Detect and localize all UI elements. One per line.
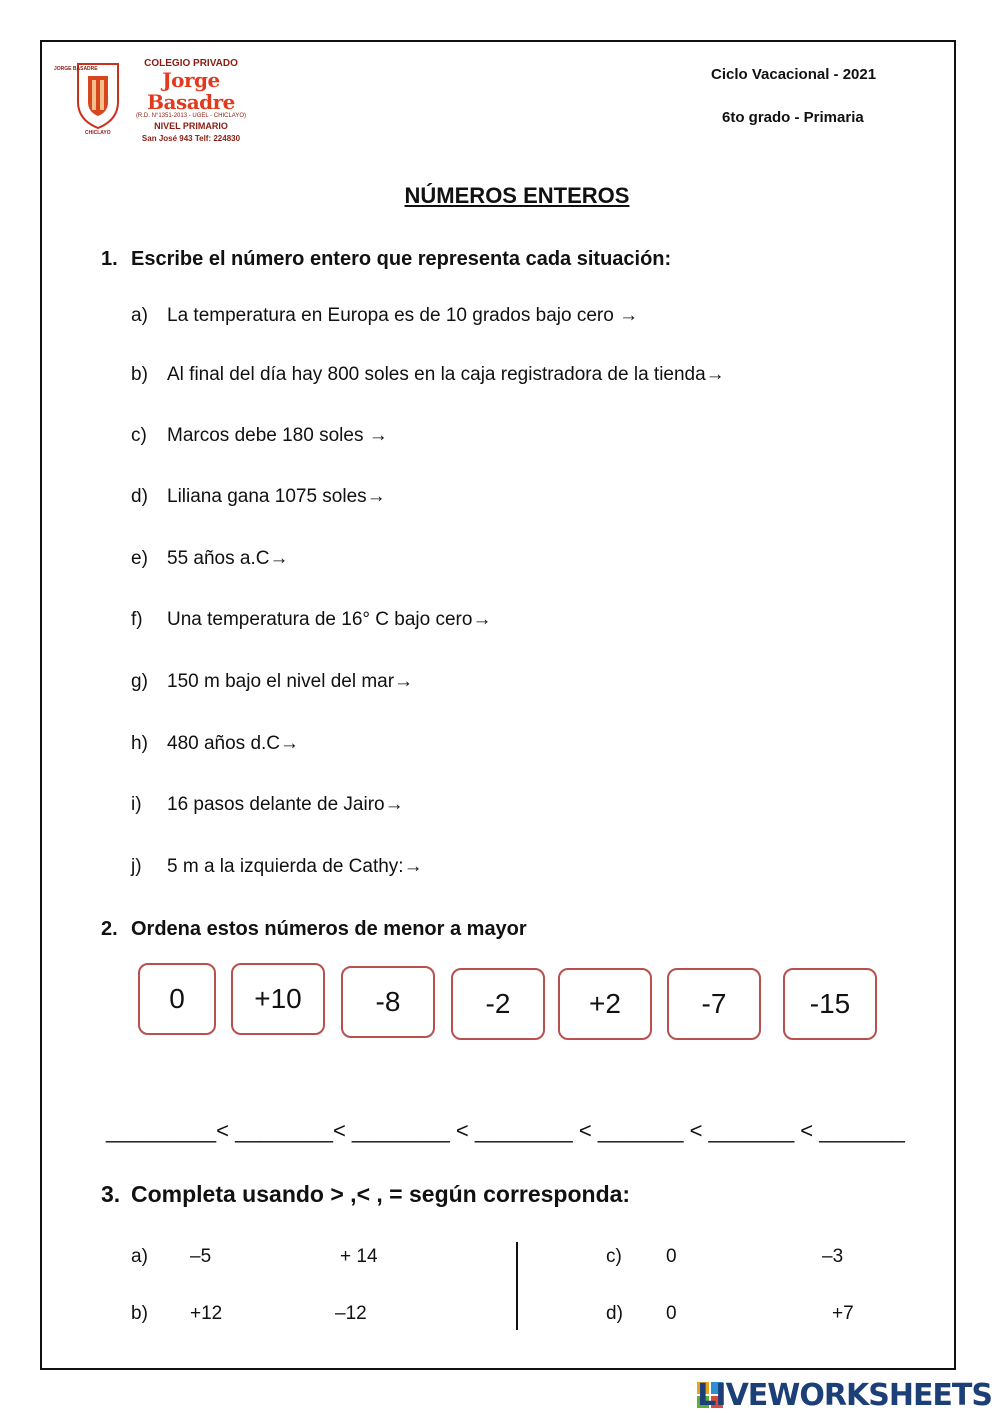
compare-first: –5 — [190, 1246, 212, 1267]
q1-item-letter: j) — [131, 856, 142, 877]
q1-item-letter: h) — [131, 733, 148, 754]
q1-number: 1. — [101, 248, 118, 270]
q1-item — [131, 486, 386, 508]
number-card[interactable]: -7 — [667, 968, 761, 1040]
q2-heading — [101, 918, 527, 941]
number-card[interactable]: -2 — [451, 968, 545, 1040]
q1-item-text: 5 m a la izquierda de Cathy:→ — [167, 856, 423, 877]
compare-first: +12 — [190, 1303, 223, 1324]
q1-item — [131, 856, 423, 878]
q3-number: 3. — [101, 1181, 121, 1207]
q1-item — [131, 733, 299, 755]
badge-top-text: JORGE BASADRE — [54, 66, 98, 72]
q1-item-text: La temperatura en Europa es de 10 grados bajo cero → — [167, 305, 639, 326]
compare-second: +7 — [832, 1303, 854, 1324]
q1-item — [131, 548, 288, 570]
school-type: COLEGIO PRIVADO — [144, 58, 238, 69]
page-title: NÚMEROS ENTEROS — [404, 183, 630, 208]
column-divider — [516, 1242, 518, 1330]
q1-item-text: 150 m bajo el nivel del mar→ — [167, 671, 414, 692]
number-card[interactable]: +10 — [231, 963, 325, 1035]
number-card[interactable]: -15 — [783, 968, 877, 1040]
q1-item-text: Marcos debe 180 soles → — [167, 425, 388, 446]
compare-first: 0 — [666, 1246, 677, 1267]
q1-item-letter: e) — [131, 548, 148, 569]
q1-item-text: 16 pasos delante de Jairo→ — [167, 794, 404, 815]
grade-label: 6to grado - Primaria — [722, 109, 864, 126]
compare-letter: b) — [131, 1303, 148, 1324]
q1-item — [131, 305, 638, 327]
q1-item-letter: b) — [131, 364, 148, 385]
q1-item-letter: i) — [131, 794, 142, 815]
school-address: San José 943 Telf: 224830 — [141, 134, 241, 143]
q1-item-letter: c) — [131, 425, 147, 446]
order-answer-line[interactable]: _________< ________< ________ < ________ < _______ < _______ < _______ — [106, 1118, 905, 1143]
compare-second: + 14 — [340, 1246, 378, 1267]
q3-heading-text: Completa usando > ,< , = según corresponda: — [131, 1181, 631, 1207]
cycle-label: Ciclo Vacacional - 2021 — [711, 66, 877, 83]
badge-bottom-text: CHICLAYO — [85, 130, 111, 136]
q3-heading — [101, 1181, 630, 1208]
school-identity — [126, 58, 256, 143]
number-card[interactable]: -8 — [341, 966, 435, 1038]
number-card[interactable]: 0 — [138, 963, 216, 1035]
q1-item — [131, 425, 388, 447]
q1-item — [131, 609, 491, 631]
q1-item-text: Una temperatura de 16° C bajo cero→ — [167, 609, 492, 630]
worksheet-border — [40, 40, 956, 1370]
q1-item-letter: a) — [131, 305, 148, 326]
compare-first: 0 — [666, 1303, 677, 1324]
school-level: NIVEL PRIMARIO — [154, 121, 228, 131]
q1-item — [131, 364, 725, 386]
compare-letter: a) — [131, 1246, 148, 1267]
q1-item — [131, 671, 413, 693]
q2-number: 2. — [101, 918, 118, 940]
q1-item-text: 55 años a.C→ — [167, 548, 289, 569]
q1-item-letter: f) — [131, 609, 143, 630]
school-resolution: (R.D. N°1351-2013 - UGEL - CHICLAYO) — [135, 113, 247, 119]
school-name: Jorge Basadre — [147, 68, 235, 114]
q1-heading-text: Escribe el número entero que representa cada situación: — [131, 248, 672, 270]
compare-second: –3 — [822, 1246, 844, 1267]
q1-item — [131, 794, 404, 816]
q1-heading — [101, 248, 671, 271]
q1-item-text: Al final del día hay 800 soles en la caja registradora de la tienda→ — [167, 364, 725, 385]
number-card[interactable]: +2 — [558, 968, 652, 1040]
compare-letter: d) — [606, 1303, 623, 1324]
q1-item-letter: d) — [131, 486, 148, 507]
compare-second: –12 — [335, 1303, 367, 1324]
q2-heading-text: Ordena estos números de menor a mayor — [131, 918, 527, 940]
q1-item-letter: g) — [131, 671, 148, 692]
liveworksheets-logo[interactable]: LIVEWORKSHEETS — [697, 1378, 992, 1413]
compare-letter: c) — [606, 1246, 622, 1267]
q1-item-text: 480 años d.C→ — [167, 733, 300, 754]
q1-item-text: Liliana gana 1075 soles→ — [167, 486, 386, 507]
